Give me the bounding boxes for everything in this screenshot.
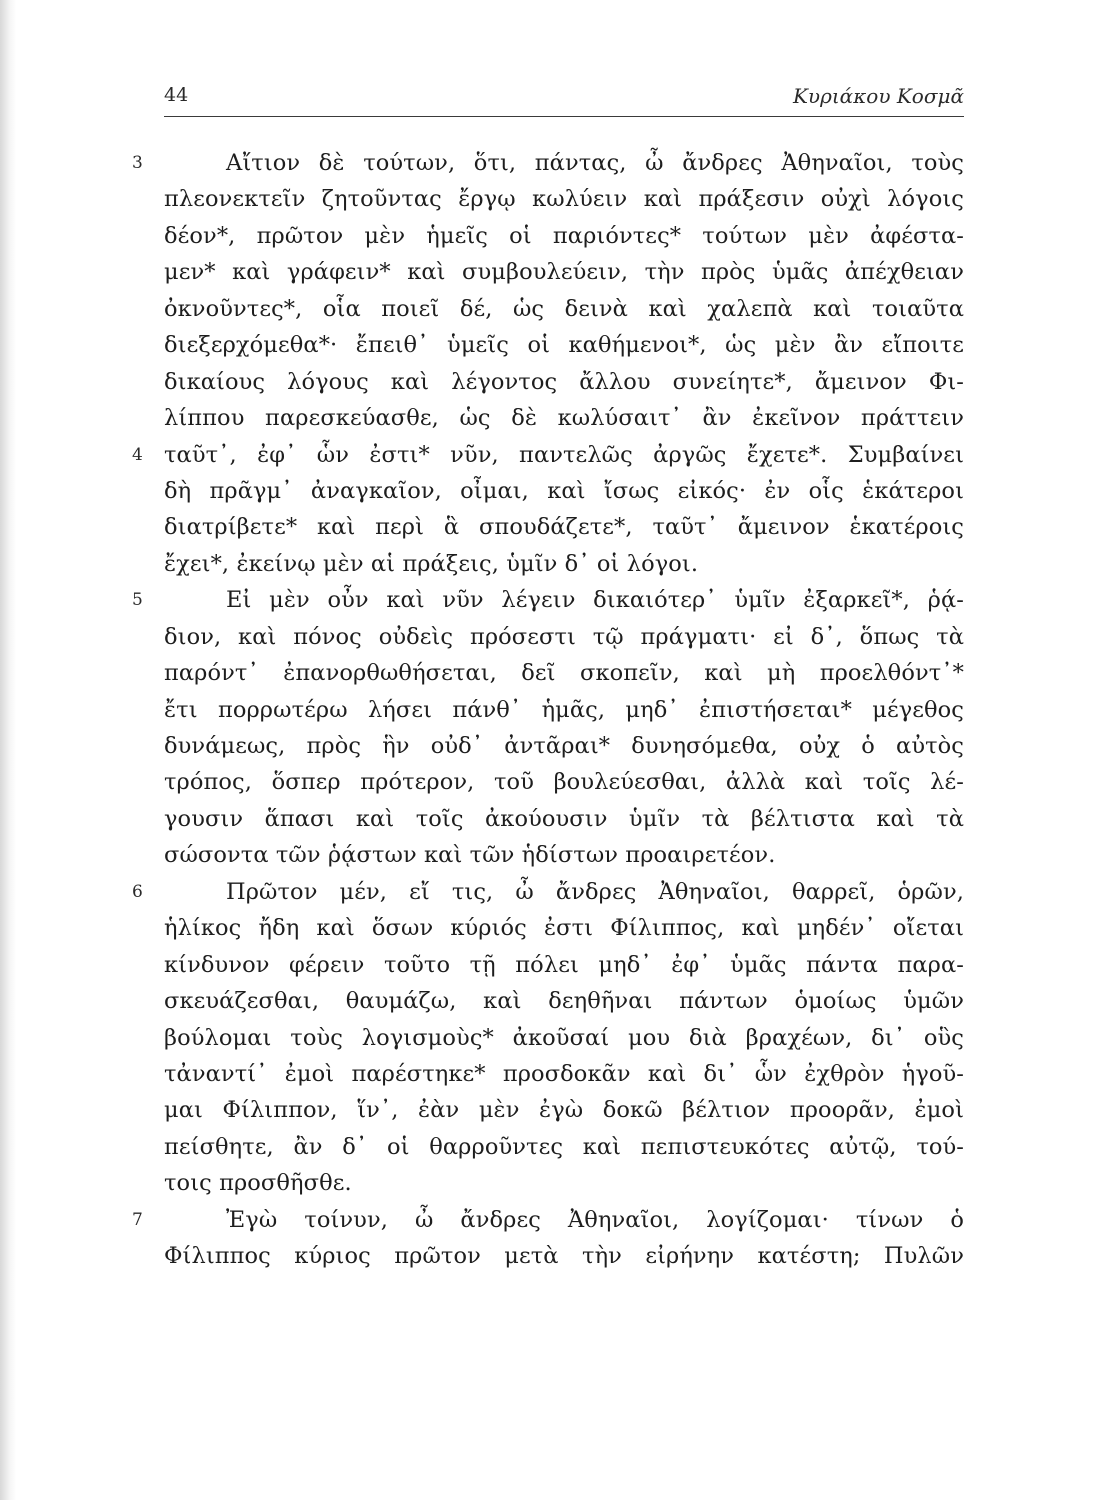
text-line: τρόπος, ὅσπερ πρότερον, τοῦ βουλεύεσθαι, ἀλλὰ καὶ τοῖς λέ-	[164, 769, 964, 796]
text-line: μαι Φίλιππον, ἵν᾽, ἐὰν μὲν ἐγὼ δοκῶ βέλτιον προορᾶν, ἐμοὶ	[164, 1097, 964, 1124]
text-line: ὀκνοῦντες*, οἷα ποιεῖ δέ, ὡς δεινὰ καὶ χαλεπὰ καὶ τοιαῦτα	[164, 295, 964, 322]
text-line: τοις προσθῆσθε.	[164, 1170, 352, 1197]
text-line: Φίλιππος κύριος πρῶτον μετὰ τὴν εἰρήνην κατέστη; Πυλῶν	[164, 1243, 964, 1270]
text-line: 3 Αἴτιον δὲ τούτων, ὅτι, πάντας, ὦ ἄνδρες Ἀθηναῖοι, τοὺς	[164, 145, 964, 181]
header-rule	[164, 116, 964, 117]
page-header	[164, 78, 964, 118]
text-line: 6 Πρῶτον μέν, εἴ τις, ὦ ἄνδρες Ἀθηναῖοι, θαρρεῖ, ὁρῶν,	[164, 874, 964, 910]
running-title: Κυριάκου Κοσμᾶ	[792, 84, 964, 108]
text-line: πλεονεκτεῖν ζητοῦντας ἔργῳ κωλύειν καὶ πράξεσιν οὐχὶ λόγοις	[164, 186, 964, 213]
text-line: δὴ πρᾶγμ᾽ ἀναγκαῖον, οἶμαι, καὶ ἴσως εἰκός· ἐν οἷς ἑκάτεροι	[164, 477, 964, 504]
text-line: 7 Ἐγὼ τοίνυν, ὦ ἄνδρες Ἀθηναῖοι, λογίζομαι· τίνων ὁ	[164, 1202, 964, 1238]
page-spine-shadow	[0, 0, 16, 1500]
section-number: 4	[132, 444, 143, 465]
text-line: λίππου παρεσκεύασθε, ὡς δὲ κωλύσαιτ᾽ ἂν ἐκεῖνον πράττειν	[164, 405, 964, 432]
text-line: τἀναντί᾽ ἐμοὶ παρέστηκε* προσδοκᾶν καὶ δι᾽ ὧν ἐχθρὸν ἡγοῦ-	[164, 1060, 964, 1087]
section-number: 3	[132, 153, 143, 173]
text-line: ἔχει*, ἐκείνῳ μὲν αἱ πράξεις, ὑμῖν δ᾽ οἱ λόγοι.	[164, 550, 699, 577]
text-block	[132, 145, 964, 1275]
section-number: 7	[132, 1209, 143, 1230]
text-line: ἡλίκος ἤδη καὶ ὅσων κύριός ἐστι Φίλιππος, καὶ μηδέν᾽ οἴεται	[164, 915, 964, 942]
text-line: διον, καὶ πόνος οὐδεὶς πρόσεστι τῷ πράγματι· εἰ δ᾽, ὅπως τὰ	[164, 623, 964, 650]
text-line: βούλομαι τοὺς λογισμοὺς* ἀκοῦσαί μου διὰ βραχέων, δι᾽ οὓς	[164, 1024, 964, 1051]
text-line: παρόντ᾽ ἐπανορθωθήσεται, δεῖ σκοπεῖν, καὶ μὴ προελθόντ᾽*	[164, 660, 964, 687]
text-line: διεξερχόμεθα*· ἔπειθ᾽ ὑμεῖς οἱ καθήμενοι*, ὡς μὲν ἂν εἴποιτε	[164, 332, 964, 359]
text-line: σκευάζεσθαι, θαυμάζω, καὶ δεηθῆναι πάντων ὁμοίως ὑμῶν	[164, 988, 964, 1015]
text-line: διατρίβετε* καὶ περὶ ἃ σπουδάζετε*, ταῦτ᾽ ἄμεινον ἑκατέροις	[164, 514, 964, 541]
section-number: 5	[132, 590, 143, 611]
text-line: σώσοντα τῶν ῥᾴστων καὶ τῶν ἡδίστων προαιρετέον.	[164, 842, 776, 869]
text-line: μεν* καὶ γράφειν* καὶ συμβουλεύειν, τὴν πρὸς ὑμᾶς ἀπέχθειαν	[164, 259, 964, 286]
text-line: κίνδυνον φέρειν τοῦτο τῇ πόλει μηδ᾽ ἐφ᾽ ὑμᾶς πάντα παρα-	[164, 951, 964, 978]
text-line: πείσθητε, ἂν δ᾽ οἱ θαρροῦντες καὶ πεπιστευκότες αὐτῷ, τού-	[164, 1133, 964, 1160]
text-line: 4 ταῦτ᾽, ἐφ᾽ ὧν ἐστι* νῦν, παντελῶς ἀργῶς ἔχετε*. Συμβαίνει	[164, 437, 964, 473]
text-line: 5 Εἰ μὲν οὖν καὶ νῦν λέγειν δικαιότερ᾽ ὑμῖν ἐξαρκεῖ*, ῥᾴ-	[164, 582, 964, 618]
text-line: δέον*, πρῶτον μὲν ἡμεῖς οἱ παριόντες* τούτων μὲν ἀφέστα-	[164, 222, 964, 249]
text-line: δυνάμεως, πρὸς ἣν οὐδ᾽ ἀντᾶραι* δυνησόμεθα, οὐχ ὁ αὐτὸς	[164, 733, 964, 759]
text-line: δικαίους λόγους καὶ λέγοντος ἄλλου συνείητε*, ἄμεινον Φι-	[164, 368, 964, 395]
text-line: γουσιν ἅπασι καὶ τοῖς ἀκούουσιν ὑμῖν τὰ βέλτιστα καὶ τὰ	[164, 805, 964, 832]
page-number: 44	[164, 84, 189, 106]
text-line: ἔτι πορρωτέρω λήσει πάνθ᾽ ἡμᾶς, μηδ᾽ ἐπιστήσεται* μέγεθος	[164, 696, 964, 723]
section-number: 6	[132, 881, 143, 902]
